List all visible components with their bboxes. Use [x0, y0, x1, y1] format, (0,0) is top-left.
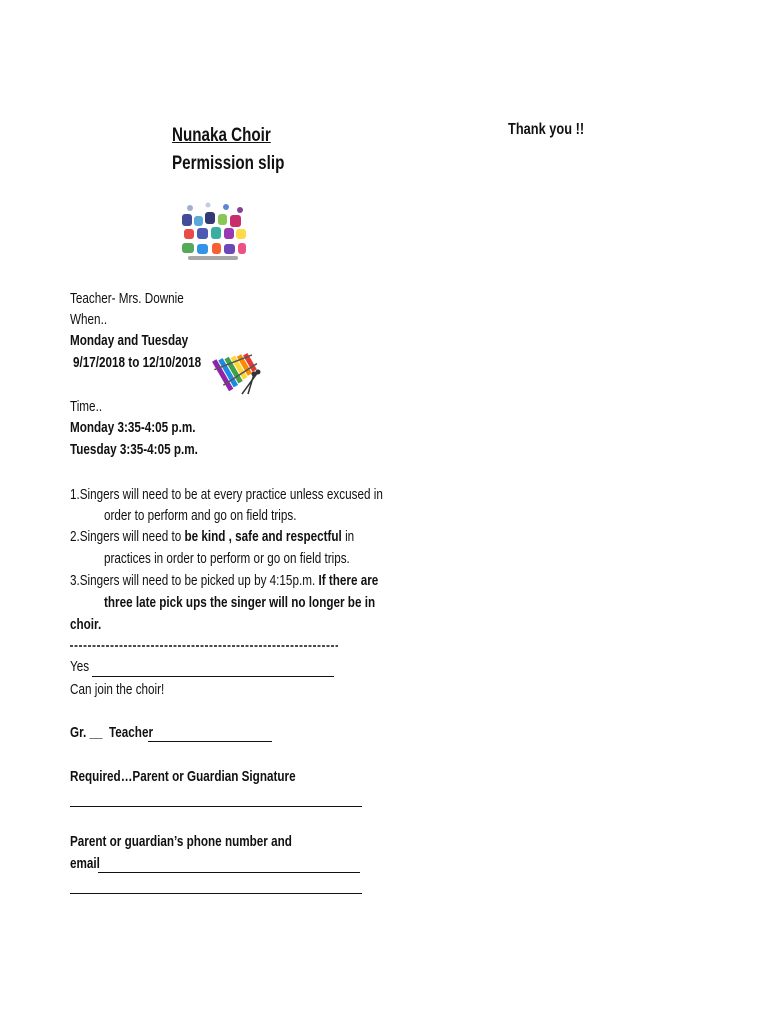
- rule-1-line-2: order to perform and go on field trips.: [104, 507, 297, 524]
- signature-field[interactable]: [70, 806, 362, 807]
- practice-dates: 9/17/2018 to 12/10/2018: [73, 354, 202, 371]
- yes-name-field[interactable]: [92, 676, 334, 677]
- rule-2-line-2: practices in order to perform or go on field trips.: [104, 550, 350, 567]
- signature-label: Required…Parent or Guardian Signature: [70, 768, 296, 785]
- phone-label: Parent or guardian’s phone number and: [70, 833, 292, 850]
- monday-time: Monday 3:35-4:05 p.m.: [70, 419, 196, 436]
- grade-label: Gr. __: [70, 724, 103, 741]
- rule-2-emphasis: be kind , safe and respectful: [184, 528, 342, 545]
- teacher-field-label: Teacher: [109, 724, 154, 741]
- rule-2-text-end: in: [341, 528, 355, 545]
- choir-clipart-icon: [178, 198, 250, 264]
- rule-3-emphasis: If there are: [318, 572, 379, 589]
- rule-1-line-1: 1.Singers will need to be at every practice unless excused in: [70, 486, 383, 503]
- cut-line-divider: [70, 644, 338, 648]
- rule-3-line-2: three late pick ups the singer will no longer be in: [104, 594, 376, 611]
- rule-3-line-3: choir.: [70, 616, 102, 633]
- rule-2-text: 2.Singers will need to: [70, 528, 185, 545]
- practice-days: Monday and Tuesday: [70, 332, 189, 349]
- email-label: email: [70, 855, 100, 872]
- choir-title: Nunaka Choir: [172, 125, 271, 146]
- email-field[interactable]: [98, 872, 360, 873]
- teacher-line: Teacher- Mrs. Downie: [70, 290, 184, 307]
- rule-2-line-1: [70, 528, 354, 545]
- xylophone-clipart-icon: [212, 338, 262, 396]
- can-join-text: Can join the choir!: [70, 681, 165, 698]
- rule-3-line-1: [70, 572, 378, 589]
- yes-label: Yes: [70, 658, 90, 675]
- teacher-name-field[interactable]: [148, 741, 272, 742]
- rule-3-text: 3.Singers will need to be picked up by 4:15p.m.: [70, 572, 319, 589]
- when-label: When..: [70, 311, 108, 328]
- time-label: Time..: [70, 398, 103, 415]
- contact-extra-field[interactable]: [70, 893, 362, 894]
- tuesday-time: Tuesday 3:35-4:05 p.m.: [70, 441, 198, 458]
- thank-you-note: Thank you !!: [508, 121, 585, 138]
- permission-slip-subtitle: Permission slip: [172, 153, 285, 174]
